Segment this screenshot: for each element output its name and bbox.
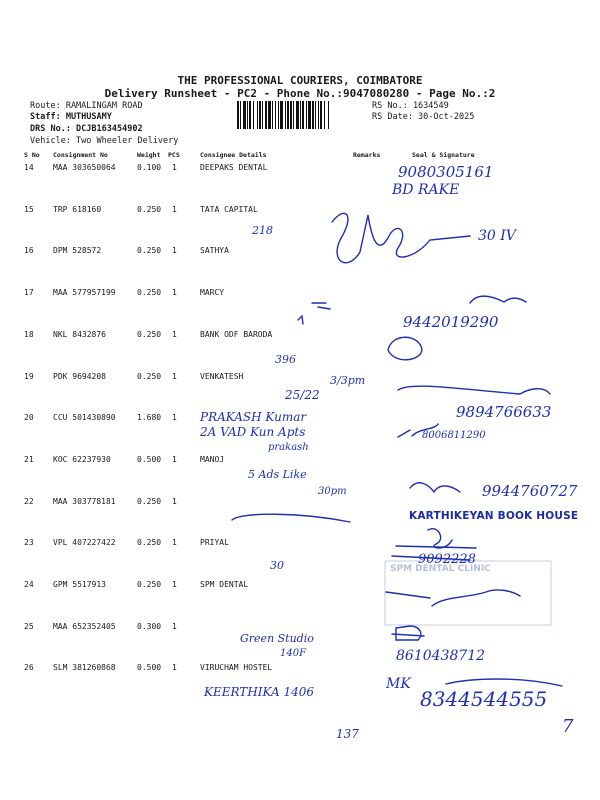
row-sno: 14 [24,163,34,172]
hw-name-20: PRAKASH Kumar [200,410,307,424]
row-pcs: 1 [172,538,177,547]
hw-phone-26: 8344544555 [420,687,548,711]
hw-phone-20b: 8006811290 [422,430,486,441]
book-house-stamp: KARTHIKEYAN BOOK HOUSE [409,510,579,522]
row-pcs: 1 [172,413,177,422]
row-consignee: VENKATESH [200,372,244,381]
col-sno: S No [24,151,40,159]
row-pcs: 1 [172,330,177,339]
route-label: Route: RAMALINGAM ROAD [30,101,143,111]
row-weight: 0.250 [137,246,162,255]
row-consignment: TRP 618160 [53,205,102,214]
row-weight: 0.250 [137,580,162,589]
company-title: THE PROFESSIONAL COURIERS, COIMBATORE [177,74,423,87]
hw-note-15: 218 [252,224,273,237]
row-weight: 0.250 [137,497,162,506]
row-consignee: VIRUCHAM HOSTEL [200,663,273,672]
hw-phone-25: 8610438712 [396,648,486,664]
row-consignment: MAA 652352405 [53,622,116,631]
row-sno: 26 [24,663,34,672]
row-consignment: MAA 577957199 [53,288,116,297]
hw-phone-23: 9092228 [418,552,476,567]
row-sno: 21 [24,455,34,464]
row-pcs: 1 [172,497,177,506]
hw-name-26: KEERTHIKA 1406 [204,685,315,699]
row-weight: 0.100 [137,163,162,172]
row-consignment: MAA 303778181 [53,497,116,506]
row-pcs: 1 [172,455,177,464]
row-sno: 22 [24,497,34,506]
hw-phone-20: 9894766633 [456,403,552,421]
row-consignment: PDK 9694208 [53,372,106,381]
row-consignment: GPM 5517913 [53,580,106,589]
hw-sign-20: prakash [268,442,309,453]
row-pcs: 1 [172,246,177,255]
col-remarks: Remarks [353,151,381,159]
hw-note-19: 25/22 [285,388,320,402]
row-consignee: MARCY [200,288,225,297]
row-weight: 0.250 [137,288,162,297]
hw-note-25b: 140F [280,648,307,659]
hw-time-21: 30pm [318,486,347,497]
row-weight: 1.680 [137,413,162,422]
row-consignment: SLM 381260868 [53,663,116,672]
hw-sign-26: MK [386,676,411,692]
row-consignment: CCU 501430890 [53,413,116,422]
row-consignment: NKL 8432876 [53,330,106,339]
col-seal: Seal & Signature [412,151,475,159]
col-consignee: Consignee Details [200,151,267,159]
hw-phone-18: 9442019290 [403,313,499,331]
col-consignment: Consignment No [53,151,108,159]
hw-note-23: 30 [270,559,284,572]
row-pcs: 1 [172,163,177,172]
row-sno: 17 [24,288,34,297]
row-consignee: SATHYA [200,246,229,255]
hw-time-16: 30 IV [478,228,516,244]
row-consignment: KOC 62237930 [53,455,111,464]
row-pcs: 1 [172,580,177,589]
row-weight: 0.500 [137,663,162,672]
row-consignment: DPM 528572 [53,246,102,255]
row-sno: 25 [24,622,34,631]
row-sno: 19 [24,372,34,381]
row-pcs: 1 [172,663,177,672]
row-weight: 0.250 [137,372,162,381]
runsheet-title: Delivery Runsheet - PC2 - Phone No.:9047080280 - Page No.:2 [104,87,496,100]
hw-phone-14: 9080305161 [398,163,494,181]
row-weight: 0.250 [137,205,162,214]
row-sno: 18 [24,330,34,339]
vehicle-label: Vehicle: Two Wheeler Delivery [30,136,179,146]
col-pcs: PCS [168,151,180,159]
row-sno: 20 [24,413,34,422]
hw-time-19: 3/3pm [330,374,366,387]
row-consignee: TATA CAPITAL [200,205,258,214]
row-weight: 0.250 [137,538,162,547]
row-consignee: DEEPAKS DENTAL [200,163,268,172]
row-sno: 24 [24,580,34,589]
row-weight: 0.300 [137,622,162,631]
row-pcs: 1 [172,205,177,214]
hw-bd-14: BD RAKE [392,182,460,198]
row-sno: 15 [24,205,34,214]
hw-bottom-seven: 7 [562,716,574,737]
hw-addr-20: 2A VAD Kun Apts [200,425,306,439]
col-weight: Weight [137,151,161,159]
row-consignee: BANK ODF BARODA [200,330,273,339]
row-pcs: 1 [172,288,177,297]
row-consignee: PRIYAL [200,538,229,547]
row-weight: 0.500 [137,455,162,464]
hw-note-21: 5 Ads Like [248,468,307,481]
hw-note-25: Green Studio [240,632,314,645]
row-pcs: 1 [172,372,177,381]
faded-stamp-text: SPM DENTAL CLINIC [390,564,491,574]
staff-label: Staff: MUTHUSAMY [30,112,112,122]
rs-number: RS No.: 1634549 [372,101,449,111]
row-sno: 23 [24,538,34,547]
rs-date: RS Date: 30-Oct-2025 [372,112,475,122]
row-consignee: MANOJ [200,455,225,464]
drs-label: DRS No.: DCJB163454902 [30,124,143,134]
row-consignment: VPL 407227422 [53,538,116,547]
row-consignee: SPM DENTAL [200,580,249,589]
row-weight: 0.250 [137,330,162,339]
hw-phone-22: 9944760727 [482,482,578,500]
row-pcs: 1 [172,622,177,631]
hw-note-18: 396 [275,353,296,366]
hw-bottom-mark: 137 [336,727,359,741]
row-sno: 16 [24,246,34,255]
row-consignment: MAA 303650064 [53,163,116,172]
